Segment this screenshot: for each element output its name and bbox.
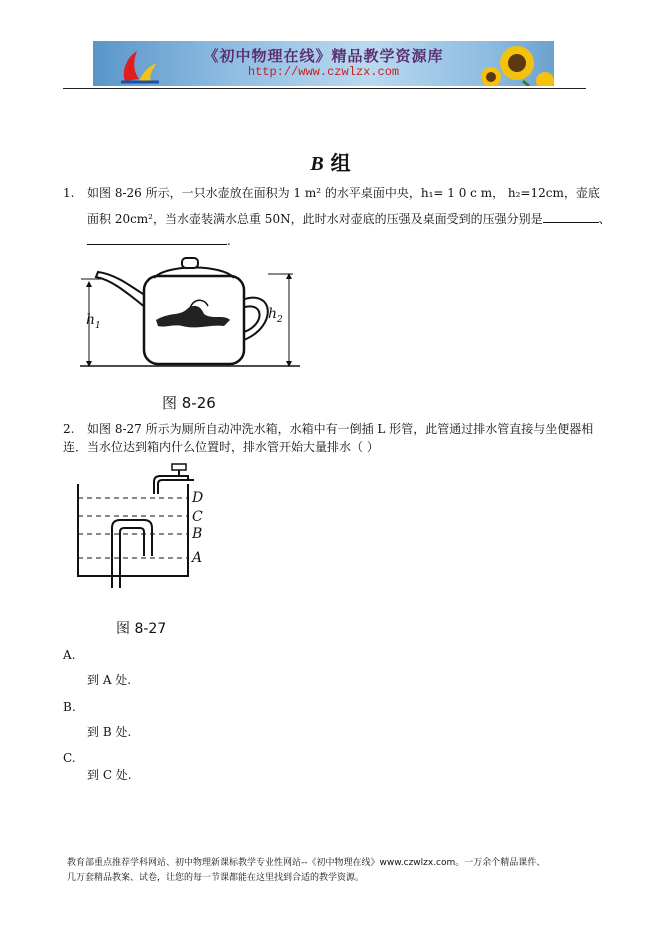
option-b-text[interactable]: 到 B 处. bbox=[87, 725, 132, 739]
h2-label: $h_2$ bbox=[268, 306, 283, 325]
question-1-line1: 如图 8-26 所示，一只水壶放在面积为 1 m² 的水平桌面中央，h₁= 1 0 c m， h₂=12cm，壶底 bbox=[87, 186, 600, 200]
header-divider bbox=[63, 88, 586, 89]
figure-8-26-teapot bbox=[78, 254, 303, 414]
banner-title: 《初中物理在线》精品教学资源库 bbox=[203, 47, 444, 65]
answer-blank-1[interactable] bbox=[543, 210, 599, 223]
option-b-letter[interactable]: B. bbox=[63, 700, 76, 714]
figure-8-27-caption: 图 8-27 bbox=[116, 621, 167, 637]
question-1-separator: 、 bbox=[598, 212, 611, 226]
question-1-end: . bbox=[227, 234, 231, 248]
question-1-line2-text: 面积 20cm²，当水壶装满水总重 50N，此时水对壶底的压强及桌面受到的压强分别是 bbox=[87, 212, 543, 226]
figure-8-26-caption: 图 8-26 bbox=[162, 394, 216, 412]
level-label-b: B bbox=[192, 526, 203, 542]
footer-line-2: 几万套精品教案、试卷，让您的每一节课都能在这里找到合适的教学资源。 bbox=[67, 873, 365, 883]
option-a-letter[interactable]: A. bbox=[63, 648, 76, 662]
l-pipe-outer bbox=[112, 520, 152, 588]
level-label-c: C bbox=[192, 509, 203, 525]
level-label-a: A bbox=[192, 550, 203, 566]
option-a-text[interactable]: 到 A 处. bbox=[87, 673, 132, 687]
teapot-spout bbox=[96, 272, 146, 308]
question-1-line3 bbox=[87, 228, 231, 254]
inlet-pipe bbox=[154, 476, 188, 494]
option-c-text[interactable]: 到 C 处. bbox=[87, 768, 132, 782]
question-1-number: 1. bbox=[63, 186, 75, 200]
header-banner bbox=[93, 41, 554, 86]
section-title bbox=[0, 147, 661, 176]
option-c-letter[interactable]: C. bbox=[63, 751, 76, 765]
h1-label: $h_1$ bbox=[86, 312, 101, 331]
page-footer bbox=[67, 856, 607, 886]
answer-blank-2[interactable] bbox=[87, 232, 227, 245]
banner-url: http://www.czwlzx.com bbox=[247, 65, 400, 79]
question-2-line1: 如图 8-27 所示为厕所自动冲洗水箱，水箱中有一倒插 L 形管，此管通过排水管直接与坐便器相 bbox=[87, 422, 594, 436]
level-label-d: D bbox=[192, 490, 204, 506]
question-2-line2: 连．当水位达到箱内什么位置时，排水管开始大量排水（ ） bbox=[63, 440, 379, 454]
footer-line-1: 教育部重点推荐学科网站、初中物理新课标教学专业性网站--《初中物理在线》www.czwlzx.com。一万余个精品课件、 bbox=[67, 858, 546, 868]
section-title-rest: 组 bbox=[330, 151, 351, 175]
question-2-number: 2. bbox=[63, 422, 75, 436]
section-title-letter: B bbox=[310, 153, 324, 175]
